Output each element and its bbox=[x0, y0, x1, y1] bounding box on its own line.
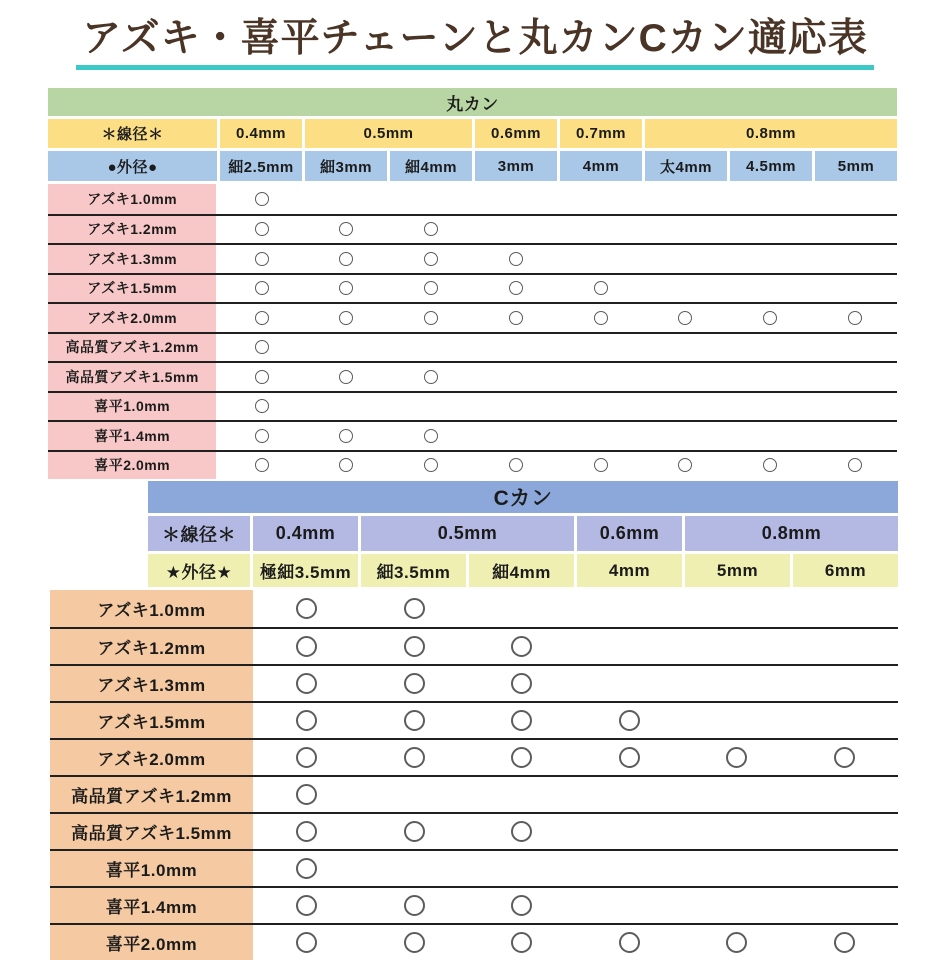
chain-row bbox=[50, 812, 898, 849]
wire-diameter-value: 0.5mm bbox=[305, 119, 472, 148]
compatibility-cell bbox=[474, 452, 559, 480]
compatible-circle-mark bbox=[424, 370, 438, 384]
compatible-circle-mark bbox=[511, 895, 532, 916]
compatible-circle-mark bbox=[255, 311, 269, 325]
compatibility-cell bbox=[576, 851, 684, 886]
compatibility-cell bbox=[304, 216, 389, 244]
compatibility-cell bbox=[468, 629, 576, 664]
compatibility-cell bbox=[253, 814, 361, 849]
wire-diameter-value: 0.4mm bbox=[253, 516, 358, 551]
compatible-circle-mark bbox=[594, 281, 608, 295]
compatibility-cell bbox=[791, 740, 899, 775]
chain-label: アズキ1.3mm bbox=[48, 245, 216, 273]
compatibility-cell bbox=[558, 184, 643, 214]
compatibility-cell bbox=[576, 740, 684, 775]
compatible-circle-mark bbox=[594, 458, 608, 472]
compatible-circle-mark bbox=[255, 192, 269, 206]
compatible-circle-mark bbox=[255, 370, 269, 384]
compatible-circle-mark bbox=[404, 598, 425, 619]
compatibility-cell bbox=[468, 740, 576, 775]
page-title-text: アズキ・喜平チェーンと丸カンCカン適応表 bbox=[76, 16, 874, 70]
compatible-circle-mark bbox=[678, 311, 692, 325]
compatibility-cell bbox=[812, 393, 897, 421]
compatible-circle-mark bbox=[296, 858, 317, 879]
compatibility-cell bbox=[474, 334, 559, 362]
compatibility-cell bbox=[468, 851, 576, 886]
compatibility-cell bbox=[576, 703, 684, 738]
chain-label: アズキ1.5mm bbox=[48, 275, 216, 303]
chain-row bbox=[48, 184, 897, 214]
compatibility-cell bbox=[389, 304, 474, 332]
compatible-circle-mark bbox=[255, 340, 269, 354]
compatibility-cell bbox=[791, 851, 899, 886]
compatible-circle-mark bbox=[848, 458, 862, 472]
chain-label: アズキ2.0mm bbox=[50, 740, 253, 775]
chain-label: アズキ1.2mm bbox=[50, 629, 253, 664]
compatibility-cell bbox=[812, 363, 897, 391]
compatibility-cell bbox=[389, 216, 474, 244]
compatible-circle-mark bbox=[834, 747, 855, 768]
outer-diameter-value: 5mm bbox=[815, 151, 897, 181]
compatible-circle-mark bbox=[339, 311, 353, 325]
compatibility-cell bbox=[474, 304, 559, 332]
compatibility-cell bbox=[791, 590, 899, 627]
compatibility-cell bbox=[219, 184, 304, 214]
compatibility-cell bbox=[558, 452, 643, 480]
compatible-circle-mark bbox=[339, 252, 353, 266]
compatibility-cell bbox=[728, 452, 813, 480]
marukan-outer-diameter-row bbox=[48, 151, 897, 181]
compatibility-cell bbox=[304, 245, 389, 273]
compatibility-cell bbox=[361, 851, 469, 886]
compatibility-cell bbox=[576, 777, 684, 812]
compatibility-cell bbox=[643, 393, 728, 421]
outer-diameter-value: 太4mm bbox=[645, 151, 727, 181]
compatible-circle-mark bbox=[726, 747, 747, 768]
compatible-circle-mark bbox=[296, 710, 317, 731]
chain-row bbox=[48, 273, 897, 303]
compatibility-cell bbox=[474, 184, 559, 214]
compatibility-cell bbox=[683, 888, 791, 923]
compatible-circle-mark bbox=[594, 311, 608, 325]
wire-diameter-value: 0.7mm bbox=[560, 119, 642, 148]
compatible-circle-mark bbox=[511, 710, 532, 731]
compatibility-cell bbox=[791, 814, 899, 849]
chain-row bbox=[50, 775, 898, 812]
compatibility-cell bbox=[253, 851, 361, 886]
compatibility-cell bbox=[474, 245, 559, 273]
compatible-circle-mark bbox=[424, 311, 438, 325]
compatible-circle-mark bbox=[404, 821, 425, 842]
compatibility-cell bbox=[791, 629, 899, 664]
page-title bbox=[0, 16, 950, 70]
compatibility-cell bbox=[728, 304, 813, 332]
ckan-outer-diameter-row bbox=[148, 554, 898, 587]
compatible-circle-mark bbox=[404, 710, 425, 731]
compatibility-cell bbox=[389, 393, 474, 421]
compatibility-cell bbox=[474, 363, 559, 391]
wire-diameter-value: 0.5mm bbox=[361, 516, 574, 551]
chain-row bbox=[50, 701, 898, 738]
compatibility-cell bbox=[304, 422, 389, 450]
compatibility-cell bbox=[791, 925, 899, 960]
compatible-circle-mark bbox=[404, 895, 425, 916]
outer-diameter-value: 極細3.5mm bbox=[253, 554, 358, 587]
compatibility-cell bbox=[683, 925, 791, 960]
outer-diameter-value: 細4mm bbox=[469, 554, 574, 587]
compatibility-cell bbox=[253, 925, 361, 960]
compatibility-cell bbox=[643, 216, 728, 244]
compatibility-cell bbox=[576, 888, 684, 923]
compatibility-cell bbox=[558, 275, 643, 303]
chain-row bbox=[48, 332, 897, 362]
compatibility-cell bbox=[791, 666, 899, 701]
compatibility-cell bbox=[576, 814, 684, 849]
compatible-circle-mark bbox=[424, 281, 438, 295]
chain-row bbox=[48, 420, 897, 450]
outer-diameter-value: 細3mm bbox=[305, 151, 387, 181]
compatibility-cell bbox=[219, 363, 304, 391]
chain-label: 高品質アズキ1.5mm bbox=[50, 814, 253, 849]
compatibility-cell bbox=[728, 393, 813, 421]
compatibility-cell bbox=[812, 245, 897, 273]
compatibility-cell bbox=[468, 777, 576, 812]
compatibility-cell bbox=[474, 275, 559, 303]
compatibility-cell bbox=[219, 422, 304, 450]
compatibility-cell bbox=[361, 814, 469, 849]
compatibility-cell bbox=[474, 216, 559, 244]
compatibility-cell bbox=[253, 740, 361, 775]
compatibility-cell bbox=[474, 422, 559, 450]
compatibility-cell bbox=[643, 363, 728, 391]
compatible-circle-mark bbox=[296, 784, 317, 805]
chain-label: 喜平1.4mm bbox=[50, 888, 253, 923]
compatibility-cell bbox=[468, 888, 576, 923]
compatible-circle-mark bbox=[255, 281, 269, 295]
compatibility-cell bbox=[728, 184, 813, 214]
compatible-circle-mark bbox=[404, 636, 425, 657]
compatibility-cell bbox=[304, 363, 389, 391]
chain-row bbox=[48, 214, 897, 244]
compatible-circle-mark bbox=[763, 311, 777, 325]
compatibility-cell bbox=[812, 422, 897, 450]
compatibility-cell bbox=[389, 184, 474, 214]
compatibility-cell bbox=[468, 925, 576, 960]
marukan-wire-diameter-row bbox=[48, 119, 897, 148]
compatibility-cell bbox=[219, 393, 304, 421]
compatibility-cell bbox=[361, 590, 469, 627]
chain-label: 高品質アズキ1.5mm bbox=[48, 363, 216, 391]
compatibility-cell bbox=[219, 245, 304, 273]
compatibility-cell bbox=[558, 216, 643, 244]
chain-label: 喜平2.0mm bbox=[48, 452, 216, 480]
compatible-circle-mark bbox=[848, 311, 862, 325]
compatible-circle-mark bbox=[678, 458, 692, 472]
compatible-circle-mark bbox=[424, 429, 438, 443]
ckan-wire-diameter-row bbox=[148, 516, 898, 551]
compatibility-cell bbox=[643, 304, 728, 332]
compatible-circle-mark bbox=[339, 458, 353, 472]
compatible-circle-mark bbox=[296, 673, 317, 694]
compatibility-cell bbox=[558, 304, 643, 332]
wire-diameter-value: 0.6mm bbox=[475, 119, 557, 148]
marukan-table-body bbox=[48, 184, 897, 479]
compatibility-cell bbox=[683, 590, 791, 627]
compatibility-cell bbox=[253, 590, 361, 627]
compatible-circle-mark bbox=[296, 598, 317, 619]
compatible-circle-mark bbox=[255, 458, 269, 472]
compatibility-cell bbox=[576, 629, 684, 664]
wire-diameter-value: 0.6mm bbox=[577, 516, 682, 551]
ckan-table-header bbox=[148, 481, 898, 587]
compatible-circle-mark bbox=[296, 636, 317, 657]
compatibility-cell bbox=[812, 452, 897, 480]
compatibility-cell bbox=[683, 629, 791, 664]
compatibility-cell bbox=[643, 245, 728, 273]
chain-row bbox=[50, 738, 898, 775]
compatibility-cell bbox=[558, 334, 643, 362]
compatible-circle-mark bbox=[296, 895, 317, 916]
chain-label: 高品質アズキ1.2mm bbox=[50, 777, 253, 812]
compatibility-cell bbox=[683, 740, 791, 775]
compatible-circle-mark bbox=[255, 399, 269, 413]
chain-label: 喜平1.0mm bbox=[48, 393, 216, 421]
compatibility-cell bbox=[728, 216, 813, 244]
compatibility-cell bbox=[728, 245, 813, 273]
marukan-table bbox=[48, 88, 897, 479]
chain-label: アズキ1.5mm bbox=[50, 703, 253, 738]
compatibility-cell bbox=[304, 304, 389, 332]
compatibility-cell bbox=[474, 393, 559, 421]
compatibility-cell bbox=[304, 393, 389, 421]
compatibility-cell bbox=[304, 334, 389, 362]
compatibility-cell bbox=[791, 888, 899, 923]
compatibility-cell bbox=[361, 888, 469, 923]
outer-diameter-value: 4mm bbox=[577, 554, 682, 587]
chain-row bbox=[50, 849, 898, 886]
compatibility-cell bbox=[728, 422, 813, 450]
chain-row bbox=[48, 361, 897, 391]
compatibility-cell bbox=[791, 703, 899, 738]
compatibility-cell bbox=[219, 275, 304, 303]
chain-label: アズキ1.3mm bbox=[50, 666, 253, 701]
compatibility-cell bbox=[558, 422, 643, 450]
compatibility-cell bbox=[361, 777, 469, 812]
compatible-circle-mark bbox=[255, 429, 269, 443]
compatibility-cell bbox=[683, 666, 791, 701]
compatibility-cell bbox=[361, 703, 469, 738]
compatible-circle-mark bbox=[404, 673, 425, 694]
compatibility-cell bbox=[361, 740, 469, 775]
compatible-circle-mark bbox=[296, 747, 317, 768]
wire-diameter-header-label: ＊線径＊ bbox=[148, 516, 250, 551]
compatible-circle-mark bbox=[339, 222, 353, 236]
ckan-table-body bbox=[50, 590, 898, 960]
outer-diameter-value: 3mm bbox=[475, 151, 557, 181]
compatibility-cell bbox=[468, 590, 576, 627]
chain-label: アズキ2.0mm bbox=[48, 304, 216, 332]
compatibility-cell bbox=[643, 452, 728, 480]
compatible-circle-mark bbox=[339, 281, 353, 295]
compatible-circle-mark bbox=[509, 458, 523, 472]
compatibility-cell bbox=[253, 777, 361, 812]
compatible-circle-mark bbox=[511, 747, 532, 768]
wire-diameter-value: 0.8mm bbox=[645, 119, 897, 148]
chain-label: 喜平1.0mm bbox=[50, 851, 253, 886]
compatibility-cell bbox=[643, 422, 728, 450]
compatibility-cell bbox=[253, 666, 361, 701]
compatibility-cell bbox=[728, 275, 813, 303]
compatible-circle-mark bbox=[509, 252, 523, 266]
outer-diameter-value: 細3.5mm bbox=[361, 554, 466, 587]
compatibility-cell bbox=[253, 888, 361, 923]
compatibility-cell bbox=[389, 334, 474, 362]
compatible-circle-mark bbox=[511, 673, 532, 694]
compatible-circle-mark bbox=[424, 458, 438, 472]
compatible-circle-mark bbox=[763, 458, 777, 472]
compatibility-cell bbox=[683, 777, 791, 812]
chain-row bbox=[48, 391, 897, 421]
compatibility-cell bbox=[389, 245, 474, 273]
compatibility-cell bbox=[219, 216, 304, 244]
compatibility-cell bbox=[683, 851, 791, 886]
compatible-circle-mark bbox=[424, 222, 438, 236]
chain-label: アズキ1.2mm bbox=[48, 216, 216, 244]
compatibility-cell bbox=[304, 275, 389, 303]
compatibility-cell bbox=[576, 590, 684, 627]
outer-diameter-value: 5mm bbox=[685, 554, 790, 587]
compatible-circle-mark bbox=[339, 429, 353, 443]
chain-label: アズキ1.0mm bbox=[50, 590, 253, 627]
compatibility-cell bbox=[219, 452, 304, 480]
compatibility-cell bbox=[468, 703, 576, 738]
compatibility-cell bbox=[683, 703, 791, 738]
chain-row bbox=[50, 627, 898, 664]
compatibility-cell bbox=[389, 275, 474, 303]
compatibility-cell bbox=[728, 363, 813, 391]
compatibility-cell bbox=[558, 245, 643, 273]
chain-label: 喜平2.0mm bbox=[50, 925, 253, 960]
compatibility-cell bbox=[812, 334, 897, 362]
compatibility-cell bbox=[728, 334, 813, 362]
compatibility-cell bbox=[468, 666, 576, 701]
compatible-circle-mark bbox=[255, 222, 269, 236]
chain-row bbox=[48, 450, 897, 480]
chain-row bbox=[48, 243, 897, 273]
compatibility-cell bbox=[812, 184, 897, 214]
compatible-circle-mark bbox=[509, 311, 523, 325]
compatible-circle-mark bbox=[339, 370, 353, 384]
outer-diameter-value: 6mm bbox=[793, 554, 898, 587]
compatibility-cell bbox=[304, 452, 389, 480]
compatibility-cell bbox=[791, 777, 899, 812]
chain-row bbox=[50, 664, 898, 701]
compatibility-cell bbox=[643, 184, 728, 214]
wire-diameter-header-label: ＊線径＊ bbox=[48, 119, 217, 148]
compatibility-cell bbox=[576, 666, 684, 701]
chain-row bbox=[50, 923, 898, 960]
outer-diameter-value: 4mm bbox=[560, 151, 642, 181]
compatibility-cell bbox=[389, 422, 474, 450]
compatible-circle-mark bbox=[296, 821, 317, 842]
outer-diameter-value: 細2.5mm bbox=[220, 151, 302, 181]
ckan-table-title: Cカン bbox=[148, 481, 898, 513]
chain-label: 喜平1.4mm bbox=[48, 422, 216, 450]
outer-diameter-value: 細4mm bbox=[390, 151, 472, 181]
compatible-circle-mark bbox=[509, 281, 523, 295]
compatible-circle-mark bbox=[424, 252, 438, 266]
outer-diameter-header-label: ★外径★ bbox=[148, 554, 250, 587]
compatible-circle-mark bbox=[511, 821, 532, 842]
compatibility-cell bbox=[643, 275, 728, 303]
compatibility-cell bbox=[219, 304, 304, 332]
compatibility-cell bbox=[389, 363, 474, 391]
compatibility-cell bbox=[683, 814, 791, 849]
chain-row bbox=[50, 590, 898, 627]
compatibility-cell bbox=[219, 334, 304, 362]
marukan-table-title: 丸カン bbox=[48, 88, 897, 116]
compatible-circle-mark bbox=[619, 710, 640, 731]
compatible-circle-mark bbox=[404, 747, 425, 768]
chain-row bbox=[48, 302, 897, 332]
compatibility-cell bbox=[361, 925, 469, 960]
wire-diameter-value: 0.4mm bbox=[220, 119, 302, 148]
compatibility-cell bbox=[253, 703, 361, 738]
outer-diameter-header-label: ●外径● bbox=[48, 151, 217, 181]
wire-diameter-value: 0.8mm bbox=[685, 516, 898, 551]
outer-diameter-value: 4.5mm bbox=[730, 151, 812, 181]
compatible-circle-mark bbox=[511, 636, 532, 657]
compatibility-cell bbox=[812, 275, 897, 303]
compatibility-cell bbox=[361, 666, 469, 701]
chain-label: 高品質アズキ1.2mm bbox=[48, 334, 216, 362]
compatible-circle-mark bbox=[255, 252, 269, 266]
compatibility-cell bbox=[389, 452, 474, 480]
chain-row bbox=[50, 886, 898, 923]
compatibility-cell bbox=[304, 184, 389, 214]
compatible-circle-mark bbox=[619, 747, 640, 768]
compatibility-cell bbox=[558, 393, 643, 421]
compatibility-cell bbox=[468, 814, 576, 849]
compatibility-cell bbox=[643, 334, 728, 362]
compatibility-cell bbox=[576, 925, 684, 960]
chain-label: アズキ1.0mm bbox=[48, 184, 216, 214]
compatibility-cell bbox=[361, 629, 469, 664]
compatibility-cell bbox=[812, 304, 897, 332]
compatibility-cell bbox=[253, 629, 361, 664]
compatibility-cell bbox=[812, 216, 897, 244]
compatibility-cell bbox=[558, 363, 643, 391]
